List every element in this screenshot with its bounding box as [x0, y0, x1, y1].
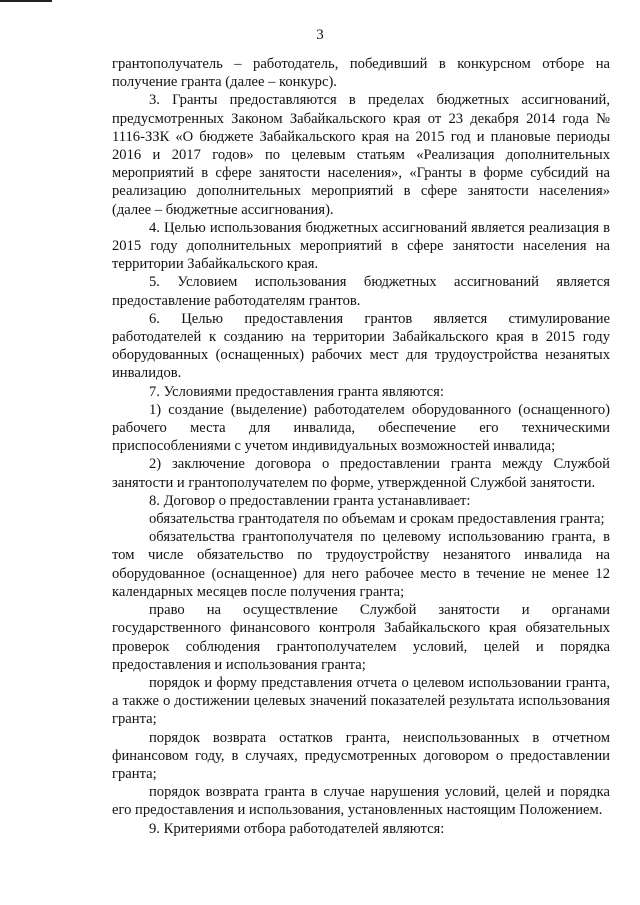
paragraph: грантополучатель – работодатель, победивший в конкурсном отборе на получение гранта (далее – конкурс). [112, 56, 610, 91]
paragraph: порядок и форму представления отчета о целевом использовании гранта, а также о достижении целевых значений показателей результата использования гранта; [112, 674, 610, 728]
paragraph: 6. Целью предоставления грантов является стимулирование работодателей к созданию на территории Забайкальского края в 2015 году оборудованных (оснащенных) рабочих мест для трудоустройства незанятых инвалидов. [112, 310, 610, 382]
paragraph: право на осуществление Службой занятости и органами государственного финансового контроля Забайкальского края обязательных проверок соблюдения грантополучателем условий, целей и порядка предоставления и использования гранта; [112, 602, 610, 673]
paragraph: 3. Гранты предоставляются в пределах бюджетных ассигнований, предусмотренных Законом Забайкальского края от 23 декабря 2014 года № 1116-ЗЗК «О бюджете Забайкальского края на 2015 год и плановые периоды 2016 и 2017 годов» по целевым статьям «Реализация дополнительных мероприятий в сфере занятости населения», «Гранты в форме субсидий на реализацию дополнительных мероприятий в сфере занятости населения» (далее – бюджетные ассигнования). [112, 92, 610, 218]
paragraph: 8. Договор о предоставлении гранта устанавливает: [149, 492, 471, 509]
paragraph: обязательства грантодателя по объемам и срокам предоставления гранта; [149, 511, 605, 528]
paragraph: порядок возврата остатков гранта, неиспользованных в отчетном финансовом году, в случаях, предусмотренных договором о предоставлении гранта; [112, 729, 610, 782]
paragraph: 1) создание (выделение) работодателем оборудованного (оснащенного) рабочего места для инвалида, обеспечение его техническими приспособлениями с учетом индивидуальных возможностей инвалида; [112, 401, 610, 455]
paragraph: 7. Условиями предоставления гранта являются: [149, 383, 444, 400]
document-body [112, 55, 610, 838]
page-number: 3 [316, 27, 324, 43]
corner-scan-mark [0, 0, 52, 2]
paragraph: 4. Целью использования бюджетных ассигнований является реализация в 2015 году дополнительных мероприятий в сфере занятости населения на территории Забайкальского края. [112, 219, 610, 273]
paragraph: 5. Условием использования бюджетных ассигнований является предоставление работодателям грантов. [112, 274, 610, 309]
paragraph: порядок возврата гранта в случае нарушения условий, целей и порядка его предоставления и использования, установленных настоящим Положением. [112, 784, 610, 819]
paragraph: обязательства грантополучателя по целевому использованию гранта, в том числе обязательство по трудоустройству незанятого инвалида на оборудованное (оснащенное) для него рабочее место в течение не менее 12 календарных месяцев после получения гранта; [112, 529, 610, 600]
paragraph: 9. Критериями отбора работодателей являются: [149, 820, 445, 837]
paragraph: 2) заключение договора о предоставлении гранта между Службой занятости и грантополучателем по форме, утвержденной Службой занятости. [112, 456, 610, 491]
